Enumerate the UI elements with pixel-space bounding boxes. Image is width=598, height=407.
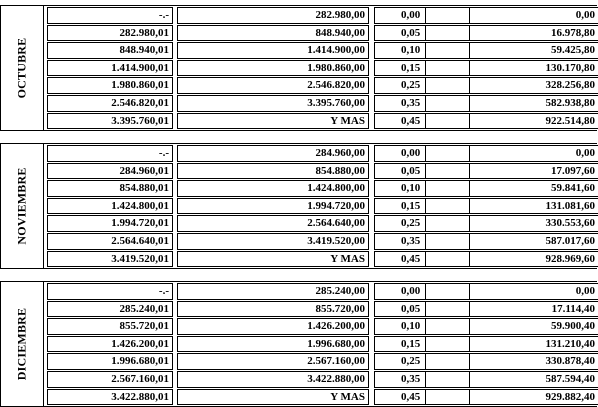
fixed-amount-cell: 582.938,80 bbox=[425, 95, 598, 112]
month-block-diciembre bbox=[0, 281, 597, 407]
table-row bbox=[47, 162, 597, 180]
rate-cell: 0,35 bbox=[374, 95, 470, 112]
fixed-amount-cell: 131.081,60 bbox=[425, 198, 598, 215]
month-label: DICIEMBRE bbox=[14, 307, 29, 381]
rate-cell: 0,15 bbox=[374, 60, 470, 77]
rate-cell: 0,45 bbox=[374, 251, 470, 268]
table-row bbox=[47, 24, 597, 42]
table-row bbox=[47, 232, 597, 250]
table-row bbox=[47, 282, 597, 300]
upper-limit-cell: 855.720,00 bbox=[177, 301, 369, 318]
table-row bbox=[47, 6, 597, 24]
month-block-noviembre bbox=[0, 143, 597, 269]
fixed-amount-cell: 328.256,80 bbox=[425, 77, 598, 94]
table-row bbox=[47, 144, 597, 162]
fixed-amount-cell: 587.594,40 bbox=[425, 371, 598, 388]
lower-limit-cell: 3.395.760,01 bbox=[47, 113, 173, 130]
table-row bbox=[47, 370, 597, 388]
fixed-amount-cell: 0,00 bbox=[425, 283, 598, 300]
upper-limit-cell: 3.395.760,00 bbox=[177, 95, 369, 112]
lower-limit-cell: -.- bbox=[47, 283, 173, 300]
fixed-amount-cell: 16.978,80 bbox=[425, 25, 598, 42]
lower-limit-cell: 2.564.640,01 bbox=[47, 233, 173, 250]
upper-limit-cell: 284.960,00 bbox=[177, 145, 369, 162]
lower-limit-cell: -.- bbox=[47, 145, 173, 162]
fixed-amount-cell: 59.425,80 bbox=[425, 42, 598, 59]
upper-limit-cell: 2.546.820,00 bbox=[177, 77, 369, 94]
table-row bbox=[47, 317, 597, 335]
upper-limit-cell: 848.940,00 bbox=[177, 25, 369, 42]
upper-limit-cell: 285.240,00 bbox=[177, 283, 369, 300]
lower-limit-cell: 285.240,01 bbox=[47, 301, 173, 318]
fixed-amount-cell: 922.514,80 bbox=[425, 113, 598, 130]
fixed-amount-cell: 59.900,40 bbox=[425, 318, 598, 335]
lower-limit-cell: 1.424.800,01 bbox=[47, 198, 173, 215]
fixed-amount-cell: 131.210,40 bbox=[425, 336, 598, 353]
fixed-amount-cell: 17.114,40 bbox=[425, 301, 598, 318]
rate-cell: 0,00 bbox=[374, 7, 470, 24]
rate-cell: 0,35 bbox=[374, 371, 470, 388]
rate-cell: 0,25 bbox=[374, 215, 470, 232]
table-row bbox=[47, 41, 597, 59]
fixed-amount-cell: 330.553,60 bbox=[425, 215, 598, 232]
lower-limit-cell: 1.414.900,01 bbox=[47, 60, 173, 77]
table-row bbox=[47, 300, 597, 318]
rate-cell: 0,45 bbox=[374, 113, 470, 130]
lower-limit-cell: 848.940,01 bbox=[47, 42, 173, 59]
lower-limit-cell: 282.980,01 bbox=[47, 25, 173, 42]
month-label: NOVIEMBRE bbox=[14, 167, 29, 245]
rate-cell: 0,05 bbox=[374, 163, 470, 180]
rate-cell: 0,10 bbox=[374, 42, 470, 59]
month-block-octubre bbox=[0, 5, 597, 131]
table-row bbox=[47, 76, 597, 94]
lower-limit-cell: -.- bbox=[47, 7, 173, 24]
upper-limit-cell: 282.980,00 bbox=[177, 7, 369, 24]
rate-cell: 0,05 bbox=[374, 25, 470, 42]
upper-limit-cell: 1.994.720,00 bbox=[177, 198, 369, 215]
upper-limit-cell: 1.426.200,00 bbox=[177, 318, 369, 335]
upper-limit-cell: 3.422.880,00 bbox=[177, 371, 369, 388]
lower-limit-cell: 854.880,01 bbox=[47, 180, 173, 197]
table-row bbox=[47, 197, 597, 215]
upper-limit-cell: 1.996.680,00 bbox=[177, 336, 369, 353]
bracket-rows bbox=[47, 282, 597, 406]
rate-cell: 0,10 bbox=[374, 318, 470, 335]
fixed-amount-cell: 587.017,60 bbox=[425, 233, 598, 250]
table-row bbox=[47, 352, 597, 370]
rate-cell: 0,25 bbox=[374, 77, 470, 94]
lower-limit-cell: 1.980.860,01 bbox=[47, 77, 173, 94]
lower-limit-cell: 284.960,01 bbox=[47, 163, 173, 180]
fixed-amount-cell: 0,00 bbox=[425, 145, 598, 162]
rate-cell: 0,00 bbox=[374, 145, 470, 162]
upper-limit-cell: 854.880,00 bbox=[177, 163, 369, 180]
fixed-amount-cell: 130.170,80 bbox=[425, 60, 598, 77]
lower-limit-cell: 855.720,01 bbox=[47, 318, 173, 335]
lower-limit-cell: 1.426.200,01 bbox=[47, 336, 173, 353]
upper-limit-cell: 2.564.640,00 bbox=[177, 215, 369, 232]
upper-limit-cell: 1.980.860,00 bbox=[177, 60, 369, 77]
fixed-amount-cell: 928.969,60 bbox=[425, 251, 598, 268]
table-row bbox=[47, 94, 597, 112]
lower-limit-cell: 1.994.720,01 bbox=[47, 215, 173, 232]
table-row bbox=[47, 214, 597, 232]
upper-limit-cell: Y MAS bbox=[177, 113, 369, 130]
bracket-rows bbox=[47, 6, 597, 130]
upper-limit-cell: 3.419.520,00 bbox=[177, 233, 369, 250]
month-label-cell bbox=[1, 144, 44, 268]
lower-limit-cell: 3.422.880,01 bbox=[47, 389, 173, 406]
bracket-rows bbox=[47, 144, 597, 268]
upper-limit-cell: 2.567.160,00 bbox=[177, 353, 369, 370]
rate-cell: 0,35 bbox=[374, 233, 470, 250]
month-label-cell bbox=[1, 6, 44, 130]
rate-cell: 0,00 bbox=[374, 283, 470, 300]
table-row bbox=[47, 388, 597, 406]
rate-cell: 0,45 bbox=[374, 389, 470, 406]
rate-cell: 0,15 bbox=[374, 198, 470, 215]
lower-limit-cell: 1.996.680,01 bbox=[47, 353, 173, 370]
table-row bbox=[47, 179, 597, 197]
month-label: OCTUBRE bbox=[14, 37, 29, 99]
fixed-amount-cell: 17.097,60 bbox=[425, 163, 598, 180]
fixed-amount-cell: 59.841,60 bbox=[425, 180, 598, 197]
lower-limit-cell: 3.419.520,01 bbox=[47, 251, 173, 268]
fixed-amount-cell: 0,00 bbox=[425, 7, 598, 24]
table-row bbox=[47, 112, 597, 130]
lower-limit-cell: 2.567.160,01 bbox=[47, 371, 173, 388]
fixed-amount-cell: 929.882,40 bbox=[425, 389, 598, 406]
table-row bbox=[47, 250, 597, 268]
upper-limit-cell: 1.424.800,00 bbox=[177, 180, 369, 197]
upper-limit-cell: Y MAS bbox=[177, 389, 369, 406]
rate-cell: 0,05 bbox=[374, 301, 470, 318]
table-row bbox=[47, 59, 597, 77]
month-label-cell bbox=[1, 282, 44, 406]
lower-limit-cell: 2.546.820,01 bbox=[47, 95, 173, 112]
upper-limit-cell: 1.414.900,00 bbox=[177, 42, 369, 59]
rate-cell: 0,10 bbox=[374, 180, 470, 197]
rate-cell: 0,15 bbox=[374, 336, 470, 353]
rate-cell: 0,25 bbox=[374, 353, 470, 370]
upper-limit-cell: Y MAS bbox=[177, 251, 369, 268]
table-row bbox=[47, 335, 597, 353]
fixed-amount-cell: 330.878,40 bbox=[425, 353, 598, 370]
